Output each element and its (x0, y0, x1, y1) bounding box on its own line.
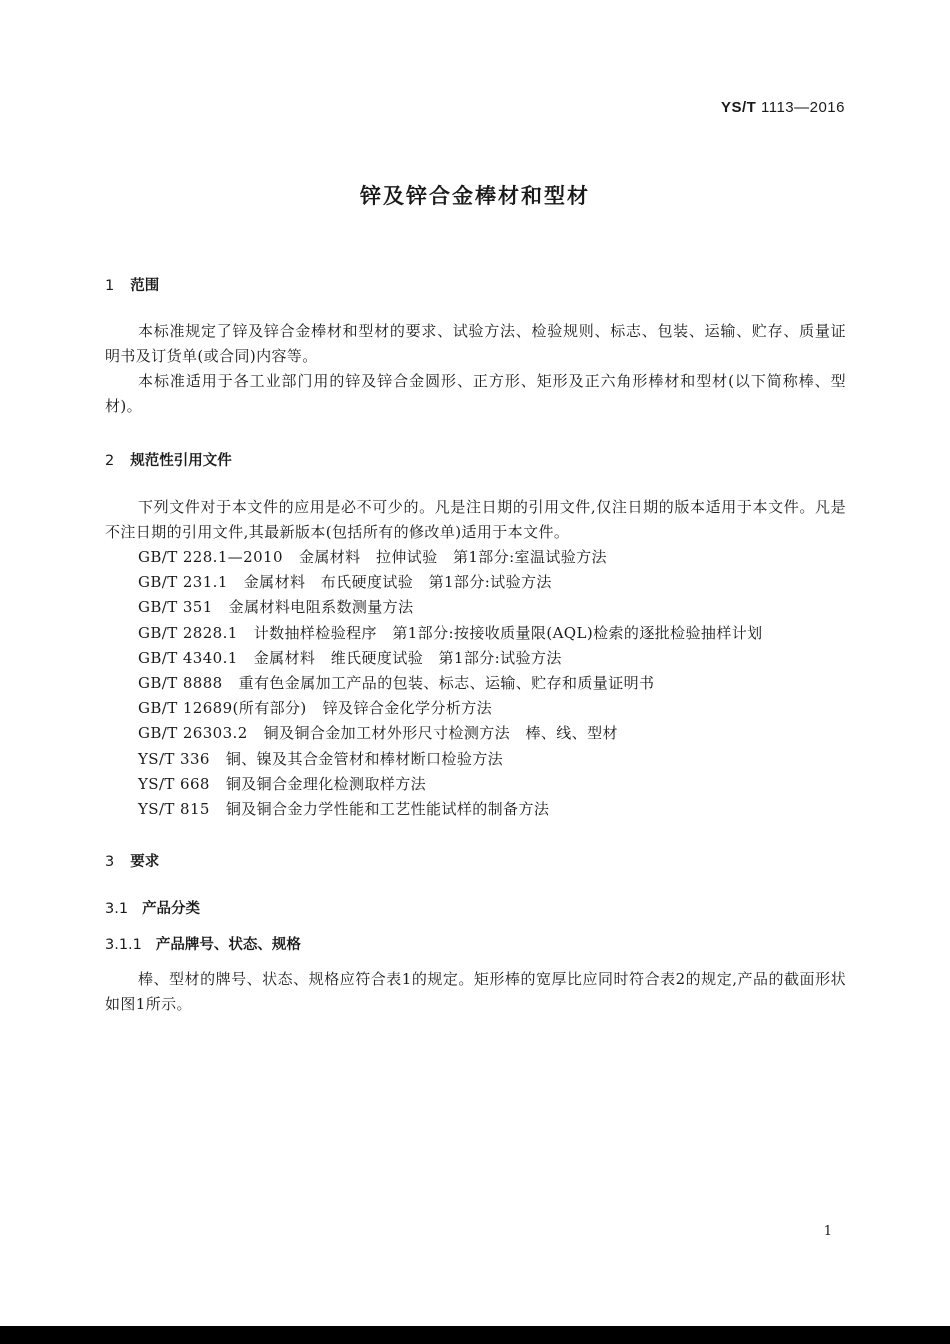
product-classification-paragraph: 棒、型材的牌号、状态、规格应符合表1的规定。矩形棒的宽厚比应同时符合表2的规定,产品的截面形状如图1所示。 (105, 970, 846, 1013)
reference-title: 计数抽样检验程序 第1部分:按接收质量限(AQL)检索的逐批检验抽样计划 (253, 623, 763, 642)
section-number: 1 (105, 278, 115, 294)
reference-title: 金属材料 布氏硬度试验 第1部分:试验方法 (243, 573, 552, 592)
reference-item (138, 646, 763, 671)
section-1-heading (105, 274, 159, 295)
section-2-heading (105, 449, 232, 470)
section-number: 3.1 (105, 901, 129, 917)
reference-item (138, 621, 763, 646)
reference-code: YS/T 668 (138, 774, 210, 793)
standard-code-number: 1113—2016 (760, 99, 845, 116)
scope-paragraph-1: 本标准规定了锌及锌合金棒材和型材的要求、试验方法、检验规则、标志、包装、运输、贮存、质量证明书及订货单(或合同)内容等。 (105, 322, 846, 365)
section-title: 规范性引用文件 (130, 453, 232, 469)
reference-title: 锌及锌合金化学分析方法 (322, 699, 493, 718)
section-number: 2 (105, 453, 115, 469)
scope-paragraph-2: 本标准适用于各工业部门用的锌及锌合金圆形、正方形、矩形及正六角形棒材和型材(以下简称棒、型材)。 (105, 372, 846, 415)
section-title: 产品牌号、状态、规格 (155, 937, 301, 953)
reference-title: 铜及铜合金加工材外形尺寸检测方法 棒、线、型材 (263, 724, 618, 743)
standard-code (721, 99, 845, 116)
reference-item (138, 696, 763, 721)
reference-code: GB/T 2828.1 (138, 623, 238, 642)
reference-item (138, 595, 763, 620)
document-title: 锌及锌合金棒材和型材 (360, 184, 590, 208)
references-intro: 下列文件对于本文件的应用是必不可少的。凡是注日期的引用文件,仅注日期的版本适用于本文件。凡是不注日期的引用文件,其最新版本(包括所有的修改单)适用于本文件。 (105, 498, 846, 541)
standard-code-prefix: YS/T (720, 99, 757, 116)
reference-code: YS/T 336 (138, 749, 210, 768)
reference-item (138, 747, 763, 772)
reference-item (138, 721, 763, 746)
reference-title: 重有色金属加工产品的包装、标志、运输、贮存和质量证明书 (238, 673, 655, 692)
section-3-heading (105, 850, 159, 871)
reference-code: GB/T 12689(所有部分) (138, 699, 307, 718)
reference-item (138, 671, 763, 696)
section-title: 要求 (130, 854, 160, 870)
reference-title: 金属材料 拉伸试验 第1部分:室温试验方法 (298, 548, 607, 566)
page-number: 1 (823, 1224, 832, 1239)
reference-title: 金属材料电阻系数测量方法 (228, 598, 414, 617)
section-number: 3.1.1 (105, 937, 142, 953)
reference-code: GB/T 4340.1 (138, 648, 238, 667)
section-3-1-1-heading (105, 933, 301, 954)
reference-title: 铜、镍及其合金管材和棒材断口检验方法 (225, 749, 504, 768)
reference-code: GB/T 8888 (138, 673, 223, 692)
section-number: 3 (105, 854, 115, 870)
reference-item (138, 772, 763, 797)
section-title: 产品分类 (142, 901, 201, 917)
reference-item (138, 545, 763, 570)
reference-code: GB/T 231.1 (138, 573, 228, 592)
reference-title: 铜及铜合金力学性能和工艺性能试样的制备方法 (225, 799, 550, 818)
reference-code: GB/T 228.1—2010 (138, 548, 283, 566)
reference-code: YS/T 815 (138, 799, 210, 818)
reference-title: 金属材料 维氏硬度试验 第1部分:试验方法 (253, 648, 562, 667)
reference-item (138, 797, 763, 822)
reference-title: 铜及铜合金理化检测取样方法 (225, 774, 427, 793)
section-3-1-heading (105, 897, 200, 918)
reference-code: GB/T 26303.2 (138, 724, 248, 743)
section-title: 范围 (130, 278, 160, 294)
reference-code: GB/T 351 (138, 598, 213, 617)
reference-item (138, 570, 763, 595)
normative-references-list (138, 545, 763, 822)
bottom-border (0, 1326, 950, 1344)
